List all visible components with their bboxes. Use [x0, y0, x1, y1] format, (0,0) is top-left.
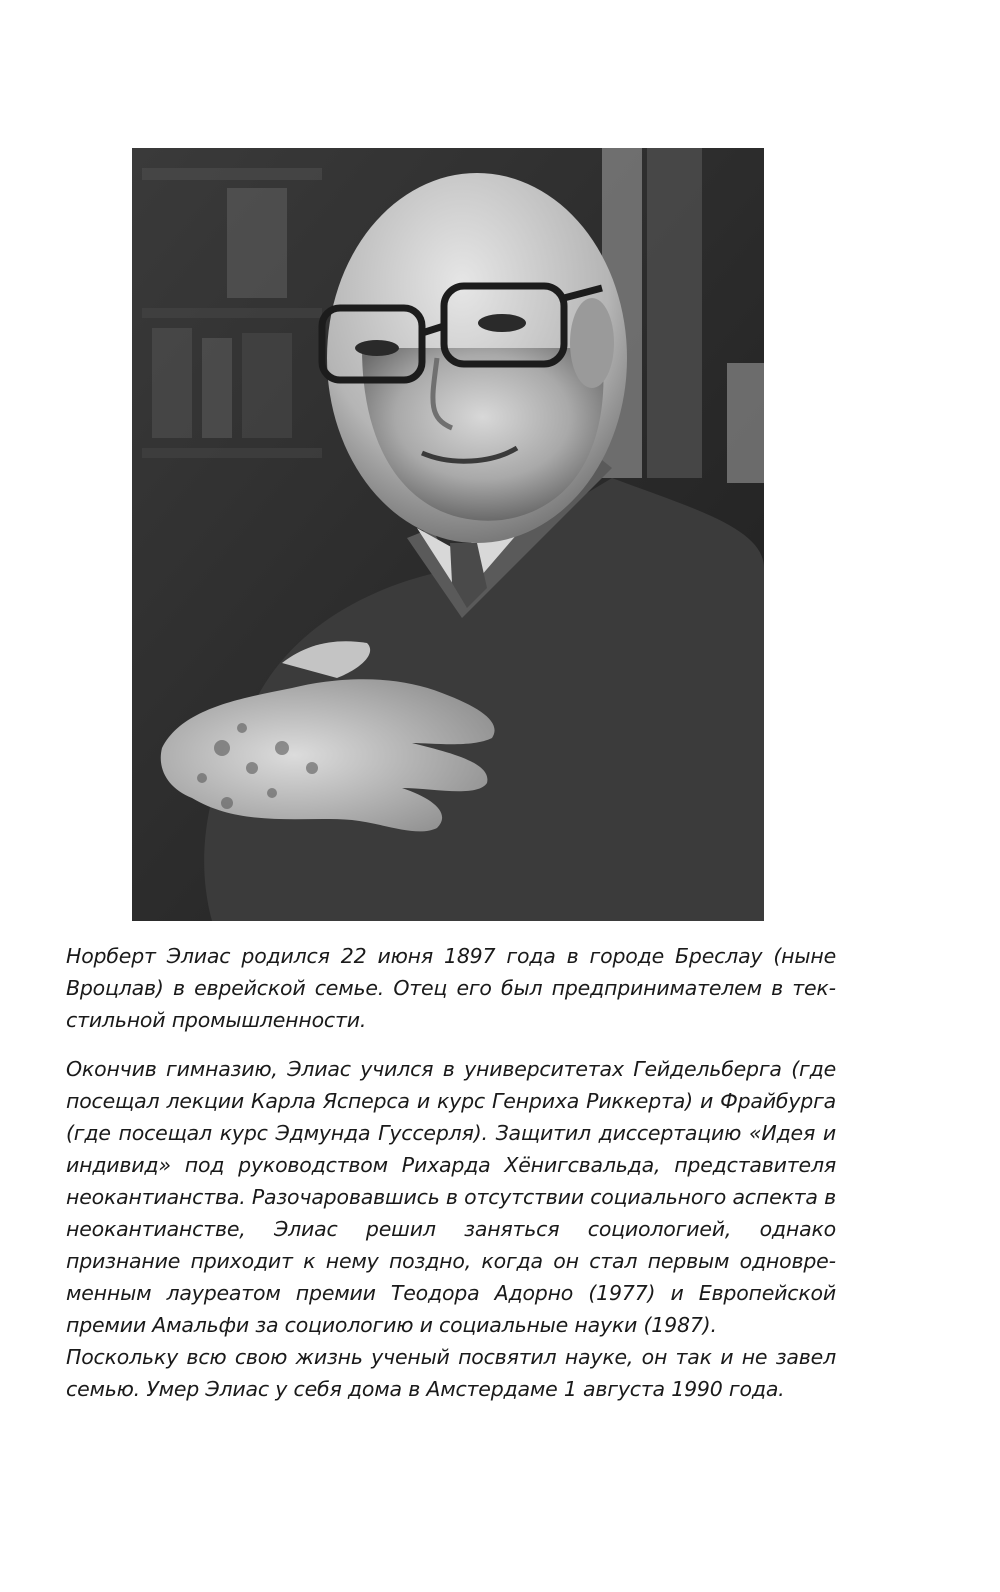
portrait-photo [132, 148, 764, 921]
paragraph-text: Норберт Элиас родился 22 июня 1897 года в городе Бреслау (ныне Вроцлав) в еврейской семье. Отец его был предпринимателем в текстильной промышленности. [66, 944, 836, 1032]
paragraph-text: Поскольку всю свою жизнь ученый посвятил науке, он так и не завел семью. Умер Элиас у себя дома в Амстердаме 1 августа 1990 года. [66, 1345, 836, 1401]
paragraph-birth [66, 940, 836, 1036]
portrait-illustration [132, 148, 764, 921]
paragraph-death [66, 1341, 836, 1405]
paragraph-education [66, 1053, 836, 1341]
paragraph-text: Окончив гимназию, Элиас учился в университетах Гейдельберга (где посещал лекции Карла Ясперса и курс Генриха Риккерта) и Фрайбурга (где посещал курс Эдмунда Гуссерля). Защитил диссертацию «Идея и индивид» под руководством Рихарда Хёнигсвальда, представителя неокантианства. Разочаровавшись в отсутствии социального аспекта в неокантианстве, Элиас решил заняться социологией, однако признание приходит к нему поздно, когда он стал первым одновременным лауреатом премии Теодора Адорно (1977) и Европейской премии Амальфи за социологию и социальные науки (1987). [66, 1057, 836, 1337]
